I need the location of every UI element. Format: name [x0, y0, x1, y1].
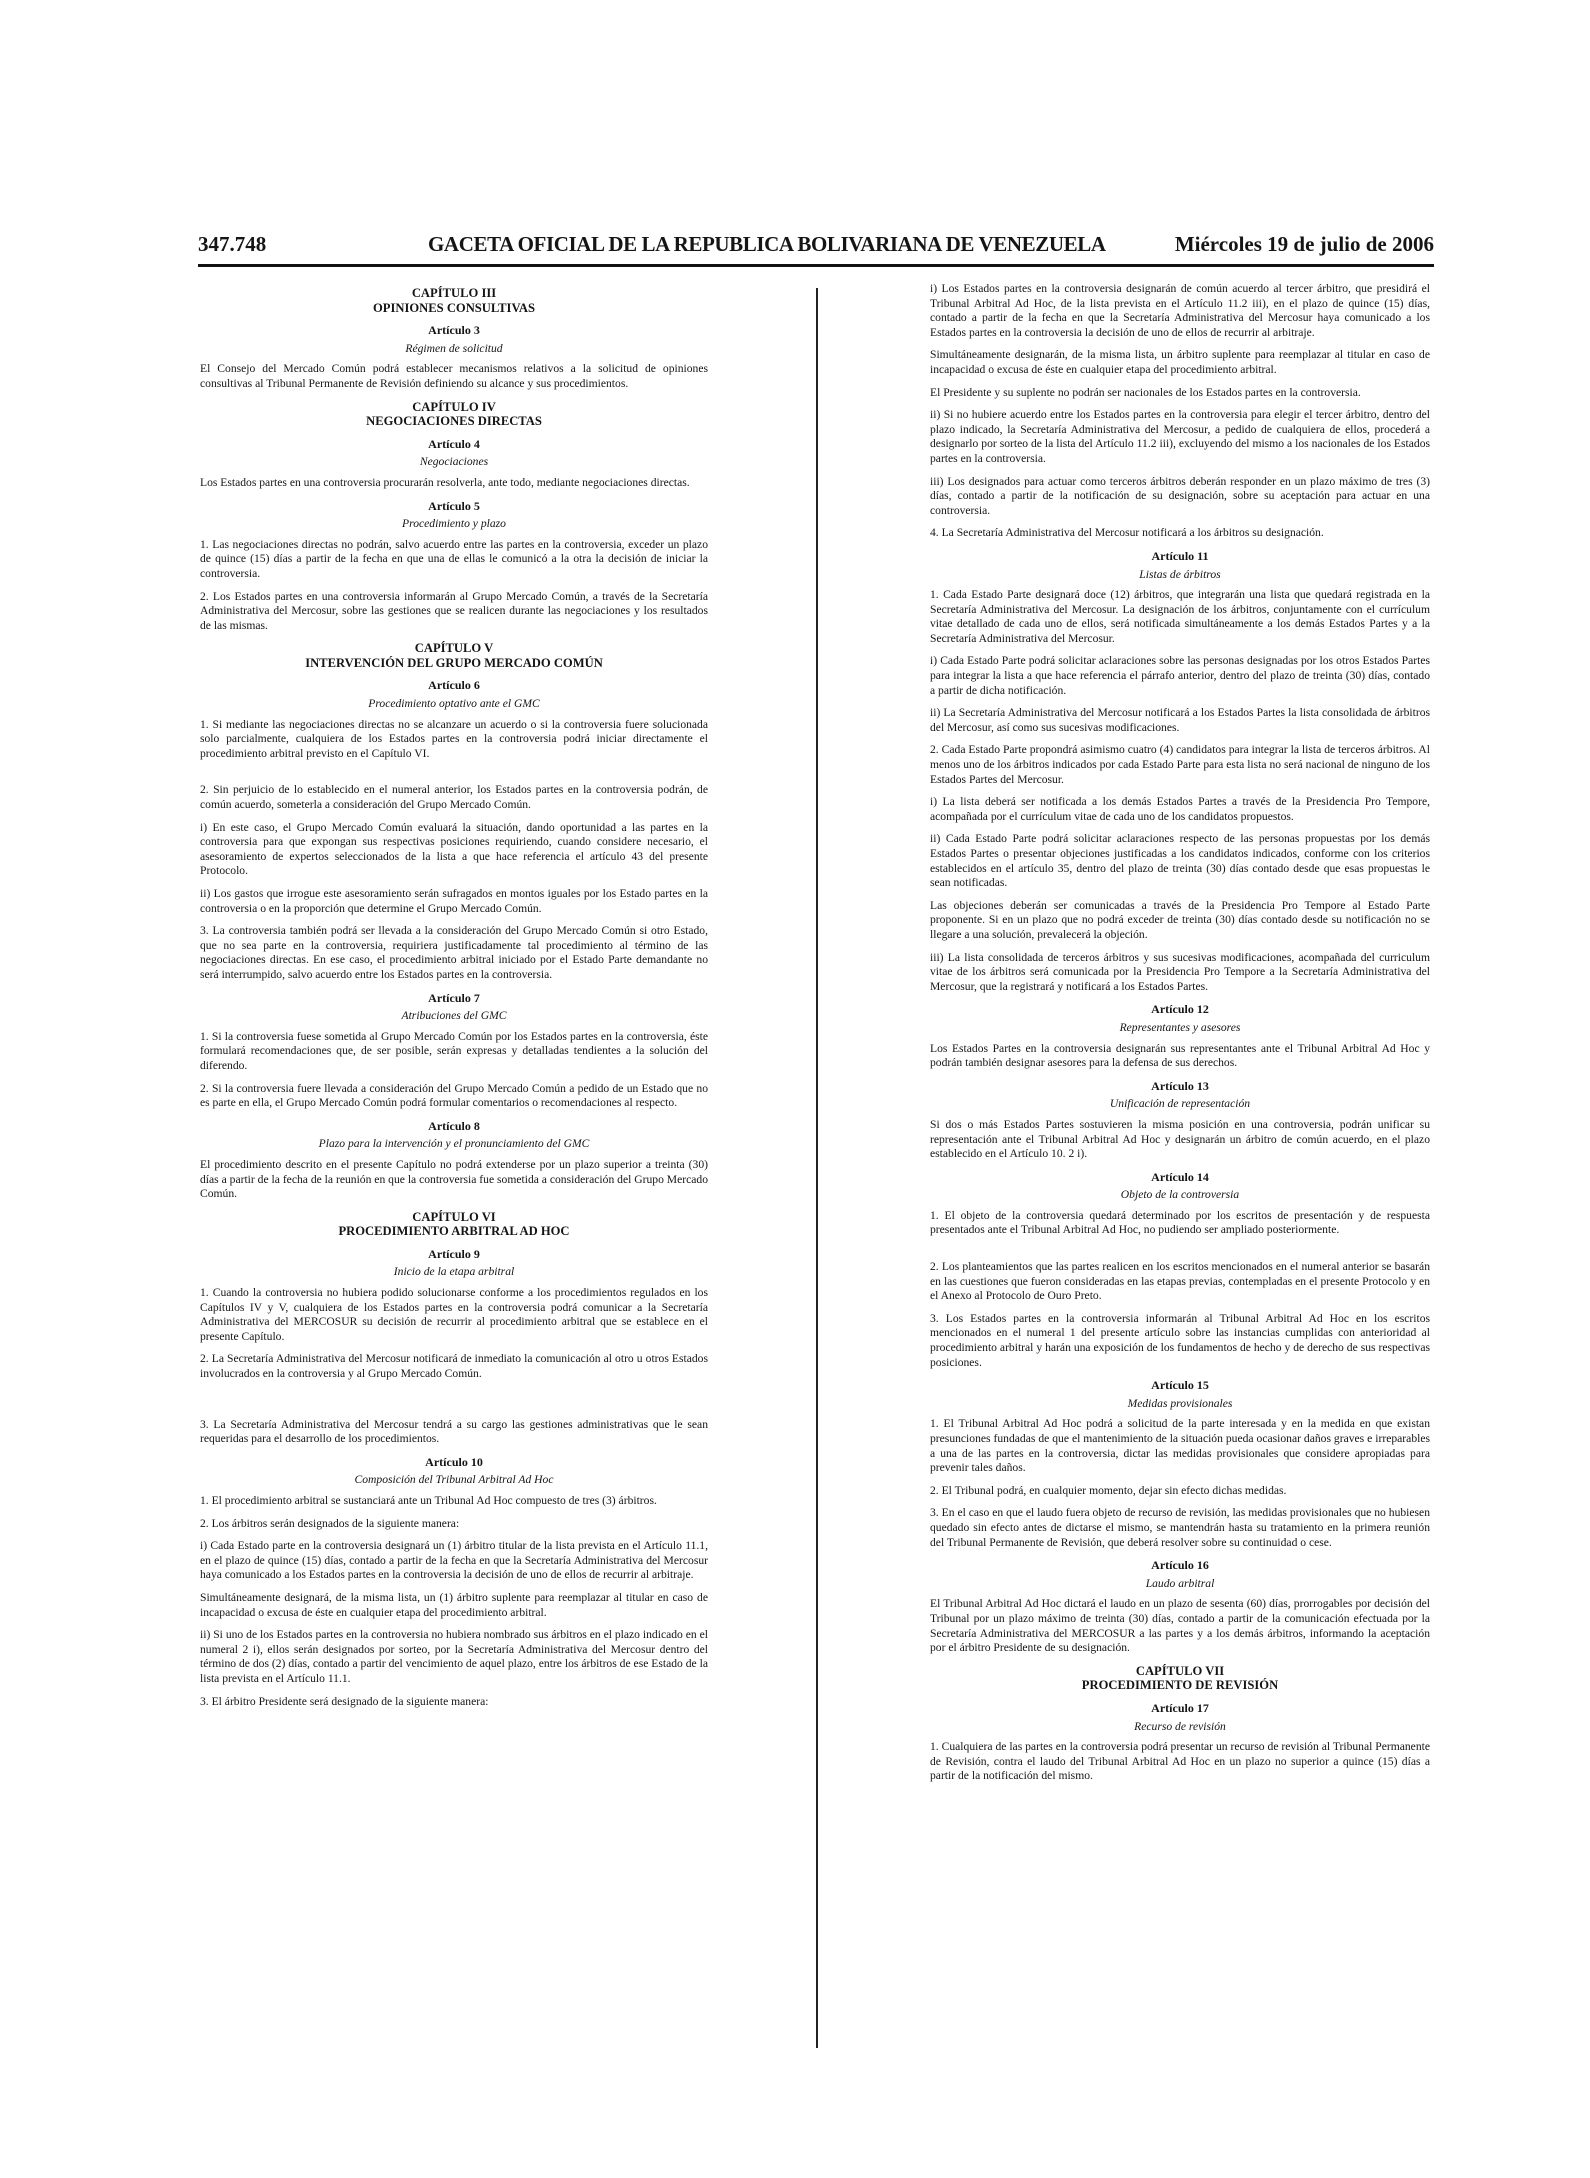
paragraph: 2. Los árbitros serán designados de la siguiente manera:: [200, 1516, 460, 1530]
paragraph: iii) Los designados para actuar como terceros árbitros deberán responder en un plazo máximo de tres (3) días, contado a partir de la notificación de su designación, sobre su aceptación para actuar en una controversia.: [930, 474, 1430, 517]
paragraph: 4. La Secretaría Administrativa del Mercosur notificará a los árbitros su designación.: [930, 526, 1324, 540]
article-subtitle: Composición del Tribunal Arbitral Ad Hoc: [354, 1473, 554, 1487]
article-subtitle: Objeto de la controversia: [1120, 1188, 1240, 1202]
article-heading: Artículo 13: [1151, 1078, 1209, 1093]
chapter-title: INTERVENCIÓN DEL GRUPO MERCADO COMÚN: [305, 655, 603, 670]
chapter-number: CAPÍTULO IV: [412, 399, 496, 414]
paragraph: 3. Los Estados partes en la controversia informarán al Tribunal Arbitral Ad Hoc en los escritos mencionados en el numeral 1 del presente artículo sobre las instancias cumplidas con anterioridad al procedimiento arbitral y harán una exposición de los fundamentos de hecho y de derecho de sus respectivas posiciones.: [930, 1311, 1430, 1369]
paragraph: 1. Cada Estado Parte designará doce (12) árbitros, que integrarán una lista que quedará registrada en la Secretaría Administrativa del Mercosur. La designación de los árbitros, conjuntamente con el currículum vitae detallado de cada uno de ellos, será notificada simultáneamente a los demás Estados Partes y a la Secretaría Administrativa del Mercosur.: [930, 588, 1430, 645]
paragraph: Los Estados partes en una controversia procurarán resolverla, ante todo, mediante negociaciones directas.: [200, 475, 690, 489]
paragraph: Las objeciones deberán ser comunicadas a través de la Presidencia Pro Tempore al Estado Parte proponente. Si en un plazo que no podrá exceder de treinta (30) días contado desde su notificación no se llegare a una solución, prevalecerá la objeción.: [930, 898, 1430, 941]
article-subtitle: Plazo para la intervención y el pronunciamiento del GMC: [318, 1137, 590, 1151]
chapter-heading: [200, 641, 708, 670]
gazette-title: GACETA OFICIAL DE LA REPUBLICA BOLIVARIANA DE VENEZUELA: [428, 232, 1106, 256]
paragraph: Si dos o más Estados Partes sostuvieren la misma posición en una controversia, podrán unificar su representación ante el Tribunal Arbitral Ad Hoc y designarán un árbitro de común acuerdo, en el plazo establecido en el Artículo 10. 2 i).: [930, 1117, 1430, 1161]
article-heading: Artículo 9: [428, 1246, 480, 1261]
chapter-number: CAPÍTULO VII: [1135, 1663, 1225, 1678]
chapter-heading: [200, 286, 708, 315]
paragraph: Simultáneamente designarán, de la misma lista, un árbitro suplente para reemplazar al titular en caso de incapacidad o excusa de éste en cualquier etapa del procedimiento arbitral.: [930, 348, 1430, 376]
paragraph: El procedimiento descrito en el presente Capítulo no podrá extenderse por un plazo superior a treinta (30) días a partir de la fecha de la reunión en que la controversia fue sometida a consideración del Grupo Mercado Común.: [200, 1157, 708, 1201]
chapter-title: PROCEDIMIENTO DE REVISIÓN: [1081, 1678, 1279, 1693]
paragraph: Los Estados Partes en la controversia designarán sus representantes ante el Tribunal Arbitral Ad Hoc y podrán también designar asesores para la defensa de sus derechos.: [930, 1041, 1430, 1070]
paragraph: El Consejo del Mercado Común podrá establecer mecanismos relativos a la solicitud de opiniones consultivas al Tribunal Permanente de Revisión definiendo su alcance y sus procedimientos.: [200, 362, 708, 390]
article-subtitle: Régimen de solicitud: [405, 341, 503, 355]
article-subtitle: Recurso de revisión: [1134, 1719, 1226, 1733]
paragraph: i) La lista deberá ser notificada a los demás Estados Partes a través de la Presidencia Pro Tempore, acompañada por el currículum vitae de cada uno de los candidatos propuestos.: [930, 795, 1430, 823]
page-number: 347.748: [198, 232, 267, 256]
paragraph: 2. La Secretaría Administrativa del Mercosur notificará de inmediato la comunicación al otro u otros Estados involucrados en la controversia y al Grupo Mercado Común.: [200, 1352, 708, 1381]
paragraph: 1. El procedimiento arbitral se sustanciará ante un Tribunal Ad Hoc compuesto de tres (3) árbitros.: [200, 1494, 657, 1507]
paragraph: 2. Cada Estado Parte propondrá asimismo cuatro (4) candidatos para integrar la lista de terceros árbitros. Al menos uno de los árbitros indicados por cada Estado Parte para esta lista no será nacional de ninguno de los Estados Partes del Mercosur.: [930, 743, 1430, 786]
chapter-title: PROCEDIMIENTO ARBITRAL AD HOC: [338, 1224, 570, 1239]
paragraph: 1. El objeto de la controversia quedará determinado por los escritos de presentación y de respuesta presentados ante el Tribunal Arbitral Ad Hoc, no pudiendo ser ampliado posteriormente.: [930, 1208, 1430, 1237]
header-rule: [198, 264, 1434, 267]
column-divider: [816, 288, 818, 2048]
paragraph: 3. La controversia también podrá ser llevada a la consideración del Grupo Mercado Común si otro Estado, que no sea parte en la controversia, requiriera justificadamente tal procedimiento al término de las negociaciones directas. En ese caso, el procedimiento arbitral iniciado por el Estado Parte demandante no será interrumpido, salvo acuerdo entre los Estados partes en la controversia.: [200, 924, 708, 981]
chapter-number: CAPÍTULO VI: [412, 1209, 496, 1224]
paragraph: ii) Los gastos que irrogue este asesoramiento serán sufragados en montos iguales por los Estado partes en la controversia o en la proporción que determine el Grupo Mercado Común.: [200, 887, 708, 915]
article-heading: Artículo 4: [428, 436, 480, 451]
article-heading: Artículo 12: [1151, 1002, 1209, 1017]
article-heading: Artículo 6: [428, 678, 480, 693]
paragraph: i) Cada Estado Parte podrá solicitar aclaraciones sobre las personas designadas por los otros Estados Partes para integrar la lista a que hace referencia el párrafo anterior, dentro del plazo de treinta (30) días, contado a partir de dicha notificación.: [930, 654, 1430, 697]
publication-date: Miércoles 19 de julio de 2006: [1174, 232, 1434, 256]
article-heading: Artículo 7: [428, 990, 480, 1005]
right-column: [930, 282, 1430, 1792]
article-subtitle: Laudo arbitral: [1145, 1576, 1215, 1590]
paragraph: 1. Si la controversia fuese sometida al Grupo Mercado Común por los Estados partes en la controversia, éste formulará recomendaciones que, de ser posible, serán expresas y detalladas tendientes a la solución del diferendo.: [200, 1029, 708, 1072]
article-subtitle: Medidas provisionales: [1127, 1396, 1233, 1410]
article-subtitle: Representantes y asesores: [1119, 1020, 1241, 1034]
chapter-number: CAPÍTULO III: [411, 286, 497, 300]
paragraph: i) En este caso, el Grupo Mercado Común evaluará la situación, dando oportunidad a las partes en la controversia para que expongan sus respectivas posiciones requiriendo, cuando considere necesario, el asesoramiento de expertos seleccionados de la lista a que hace referencia el artículo 43 del presente Protocolo.: [200, 820, 708, 878]
paragraph: 2. Sin perjuicio de lo establecido en el numeral anterior, los Estados partes en la controversia podrán, de común acuerdo, someterla a consideración del Grupo Mercado Común.: [200, 783, 708, 812]
paragraph: Simultáneamente designará, de la misma lista, un (1) árbitro suplente para reemplazar al titular en caso de incapacidad o excusa de éste en cualquier etapa del procedimiento arbitral.: [200, 1590, 708, 1619]
chapter-heading: [930, 1664, 1430, 1693]
paragraph: iii) La lista consolidada de terceros árbitros y sus sucesivas modificaciones, acompañada del curriculum vitae de los árbitros será comunicada por la Presidencia Pro Tempore a la Secretaría Administrativa del Mercosur, que la registrará y notificará a los Estados Partes.: [930, 950, 1430, 993]
chapter-heading: [200, 1210, 708, 1239]
article-heading: Artículo 8: [428, 1118, 480, 1133]
article-subtitle: Atribuciones del GMC: [401, 1009, 507, 1023]
paragraph: 3. La Secretaría Administrativa del Mercosur tendrá a su cargo las gestiones administrativas que le sean requeridas para el desarrollo de los procedimientos.: [200, 1417, 708, 1446]
paragraph: ii) Cada Estado Parte podrá solicitar aclaraciones respecto de las personas propuestas por los demás Estados Partes o presentar objeciones justificadas a los candidatos indicados, conforme con los criterios establecidos en el artículo 35, dentro del plazo de treinta (30) días contado desde que esas propuestas le sean notificadas.: [930, 832, 1430, 890]
paragraph: El Presidente y su suplente no podrán ser nacionales de los Estados partes en la controversia.: [930, 385, 1361, 399]
article-heading: Artículo 14: [1151, 1169, 1209, 1184]
paragraph: i) Los Estados partes en la controversia designarán de común acuerdo al tercer árbitro, que presidirá el Tribunal Arbitral Ad Hoc, de la lista prevista en el Artículo 11.2 iii), en el plazo de quince (15) días, contado a partir de la fecha en que la Secretaría Administrativa del Mercosur haya comunicado a los Estados partes en la controversia la decisión de uno de ellos de recurrir al arbitraje.: [930, 282, 1430, 339]
paragraph: ii) La Secretaría Administrativa del Mercosur notificará a los Estados Partes la lista consolidada de árbitros del Mercosur, así como sus sucesivas modificaciones.: [930, 706, 1430, 734]
article-heading: Artículo 5: [428, 498, 480, 513]
paragraph: ii) Si uno de los Estados partes en la controversia no hubiera nombrado sus árbitros en el plazo indicado en el numeral 2 i), ellos serán designados por sorteo, por la Secretaría Administrativa del Mercosur dentro del término de dos (2) días, contado a partir del vencimiento de aquel plazo, entre los árbitros de ese Estado de la lista prevista en el Artículo 11.1.: [200, 1628, 708, 1685]
paragraph: 1. Cuando la controversia no hubiera podido solucionarse conforme a los procedimientos regulados en los Capítulos IV y V, cualquiera de los Estados partes en la controversia podrá comunicar a la Secretaría Administrativa del MERCOSUR su decisión de recurrir al procedimiento arbitral que se establece en el presente Capítulo.: [200, 1286, 708, 1343]
chapter-title: NEGOCIACIONES DIRECTAS: [366, 414, 542, 429]
article-subtitle: Procedimiento y plazo: [402, 517, 506, 531]
article-subtitle: Unificación de representación: [1109, 1097, 1251, 1111]
paragraph: 1. Las negociaciones directas no podrán, salvo acuerdo entre las partes en la controversia, exceder un plazo de quince (15) días a partir de la fecha en que una de ellas le comunicó a la otra la decisión de iniciar la controversia.: [200, 537, 708, 580]
left-column: [200, 282, 708, 1717]
article-heading: Artículo 3: [428, 323, 480, 338]
article-heading: Artículo 15: [1151, 1378, 1209, 1393]
paragraph: i) Cada Estado parte en la controversia designará un (1) árbitro titular de la lista prevista en el Artículo 11.1, en el plazo de quince (15) días, contado a partir de la fecha en que la Secretaría Administrativa del Mercosur haya comunicado a los Estados partes en la controversia la decisión de uno de ellos de recurrir al arbitraje.: [200, 1539, 708, 1582]
paragraph: ii) Si no hubiere acuerdo entre los Estados partes en la controversia para elegir el tercer árbitro, dentro del plazo indicado, la Secretaría Administrativa del Mercosur, a pedido de cualquiera de ellos, procederá a designarlo por sorteo de la lista del Artículo 11.2 iii), excluyendo del mismo a los nacionales de los Estados partes en la controversia.: [930, 408, 1430, 465]
paragraph: 3. En el caso en que el laudo fuera objeto de recurso de revisión, las medidas provisionales que no hubiesen quedado sin efecto antes de dictarse el mismo, se mantendrán hasta su tratamiento en la primera reunión del Tribunal Permanente de Revisión, que deberá resolver sobre su continuidad o cese.: [930, 1506, 1430, 1549]
article-heading: Artículo 17: [1151, 1700, 1209, 1715]
paragraph: 2. El Tribunal podrá, en cualquier momento, dejar sin efecto dichas medidas.: [930, 1483, 1287, 1497]
paragraph: 3. El árbitro Presidente será designado de la siguiente manera:: [200, 1694, 489, 1708]
paragraph: El Tribunal Arbitral Ad Hoc dictará el laudo en un plazo de sesenta (60) días, prorrogables por decisión del Tribunal por un plazo máximo de treinta (30) días, contado a partir de la comunicación efectuada por la Secretaría Administrativa del MERCOSUR a las partes y a los demás árbitros, informando la aceptación por el árbitro Presidente de su designación.: [930, 1597, 1430, 1655]
chapter-number: CAPÍTULO V: [414, 641, 494, 656]
article-subtitle: Procedimiento optativo ante el GMC: [368, 697, 540, 711]
article-subtitle: Listas de árbitros: [1139, 567, 1221, 581]
paragraph: 2. Los planteamientos que las partes realicen en los escritos mencionados en el numeral anterior se basarán en las cuestiones que fueron consideradas en las etapas previas, contempladas en el presente Protocolo y en el Anexo al Protocolo de Ouro Preto.: [930, 1260, 1430, 1303]
paragraph: 1. Si mediante las negociaciones directas no se alcanzare un acuerdo o si la controversia fuere solucionada solo parcialmente, cualquiera de los Estados partes en la controversia podrá iniciar directamente el procedimiento arbitral previsto en el Capítulo VI.: [200, 717, 708, 760]
paragraph: 1. El Tribunal Arbitral Ad Hoc podrá a solicitud de la parte interesada y en la medida en que existan presunciones fundadas de que el mantenimiento de la situación pueda ocasionar daños graves e irreparables a una de las partes en la controversia, dictar las medidas provisionales que considere apropiadas para prevenir tales daños.: [930, 1417, 1430, 1475]
chapter-title: OPINIONES CONSULTIVAS: [372, 300, 536, 315]
paragraph: 1. Cualquiera de las partes en la controversia podrá presentar un recurso de revisión al Tribunal Permanente de Revisión, contra el laudo del Tribunal Arbitral Ad Hoc en un plazo no superior a quince (15) días a partir de la notificación del mismo.: [930, 1740, 1430, 1783]
article-subtitle: Negociaciones: [419, 455, 489, 469]
paragraph: 2. Si la controversia fuere llevada a consideración del Grupo Mercado Común a pedido de un Estado que no es parte en ella, el Grupo Mercado Común podrá formular comentarios o recomendaciones al respecto.: [200, 1081, 708, 1110]
gazette-masthead: [198, 232, 1434, 260]
chapter-heading: [200, 400, 708, 429]
paragraph: 2. Los Estados partes en una controversia informarán al Grupo Mercado Común, a través de la Secretaría Administrativa del Mercosur, sobre las gestiones que se realicen durante las negociaciones y los resultados de las mismas.: [200, 589, 708, 632]
article-heading: Artículo 16: [1151, 1558, 1209, 1573]
article-subtitle: Inicio de la etapa arbitral: [393, 1265, 515, 1279]
article-heading: Artículo 11: [1151, 548, 1209, 563]
article-heading: Artículo 10: [425, 1454, 483, 1469]
